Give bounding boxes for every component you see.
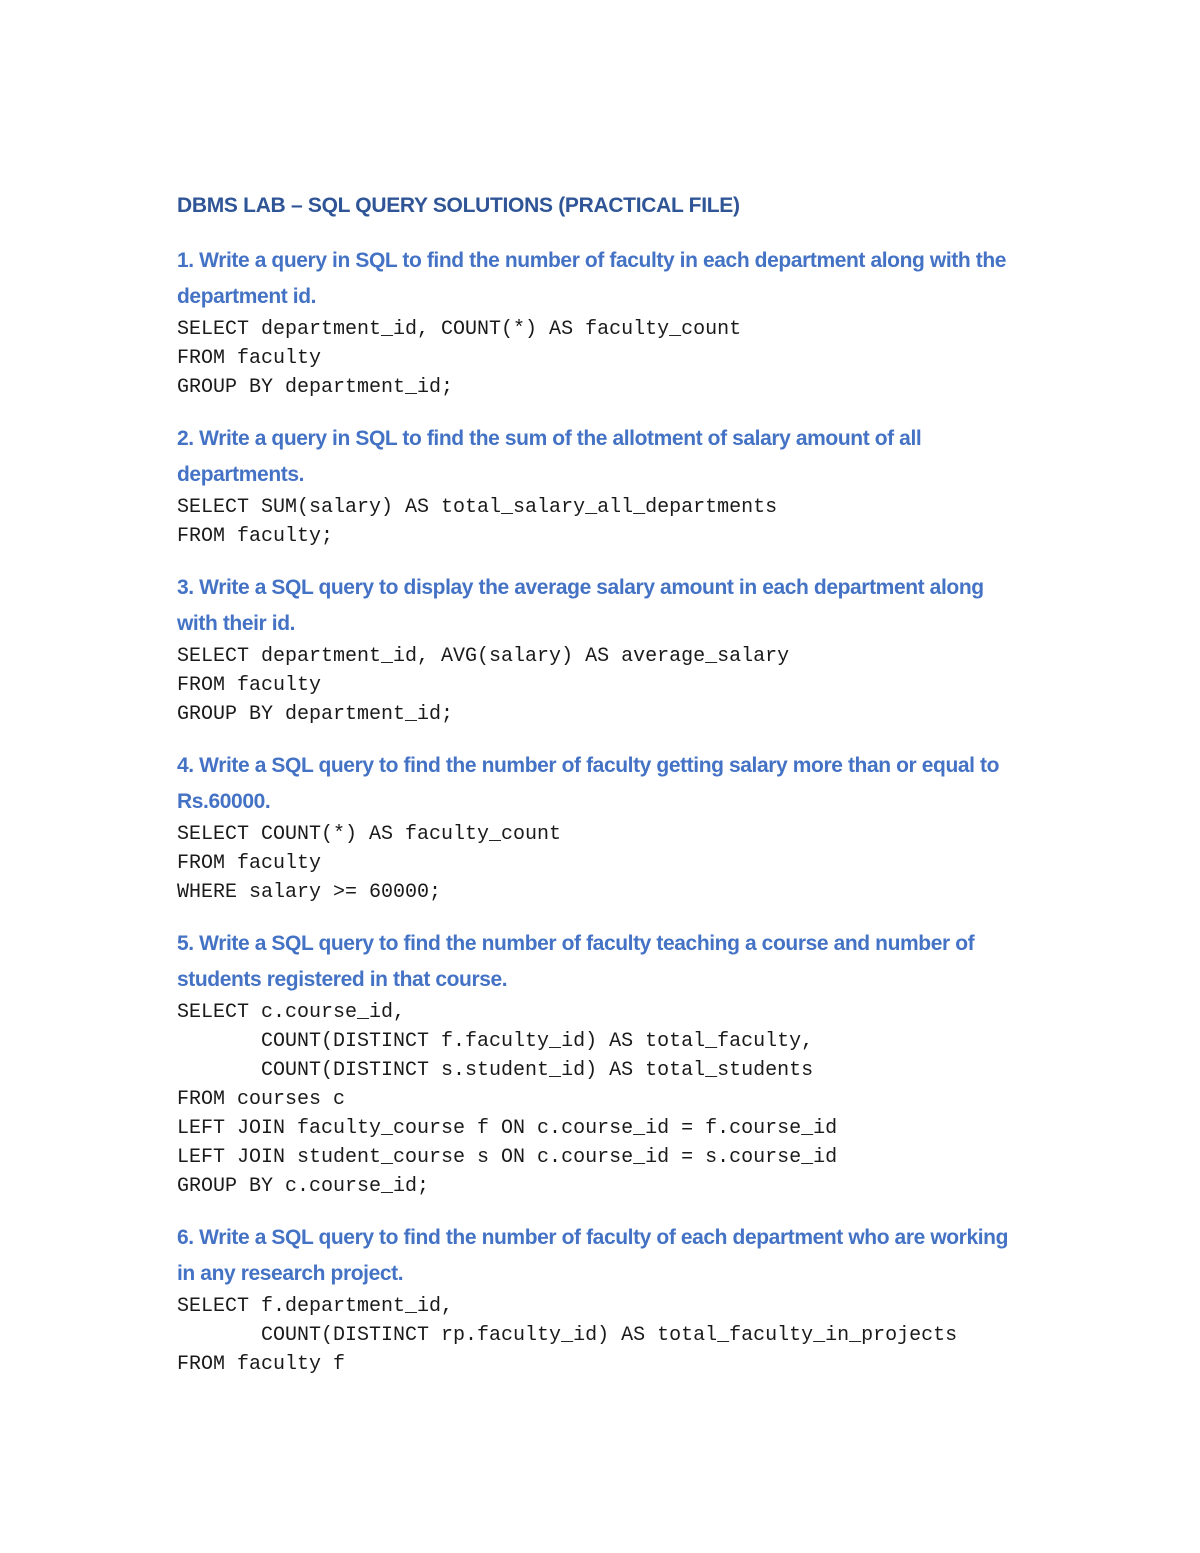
question-block-1: [177, 243, 1057, 402]
sql-code-line: COUNT(DISTINCT rp.faculty_id) AS total_faculty_in_projects: [177, 1324, 958, 1347]
sql-code-line: FROM faculty f: [177, 1353, 346, 1376]
question-block-4: [177, 748, 1057, 907]
sql-code-line: FROM faculty: [177, 852, 322, 875]
question-heading-1: 1. Write a query in SQL to find the number of faculty in each department along with the department id.: [177, 249, 1007, 308]
sql-code-line: COUNT(DISTINCT f.faculty_id) AS total_faculty,: [177, 1030, 814, 1053]
document-title: DBMS LAB – SQL QUERY SOLUTIONS (PRACTICAL FILE): [177, 194, 740, 217]
sql-code-line: SELECT c.course_id,: [177, 1001, 406, 1024]
sql-code-line: FROM courses c: [177, 1088, 346, 1111]
question-heading-6: 6. Write a SQL query to find the number of faculty of each department who are working in any research project.: [177, 1226, 1009, 1285]
sql-code-line: FROM faculty: [177, 347, 322, 370]
sql-code-line: SELECT f.department_id,: [177, 1295, 454, 1318]
question-block-2: [177, 421, 1057, 551]
sql-code-line: LEFT JOIN student_course s ON c.course_id = s.course_id: [177, 1146, 838, 1169]
sql-code-line: GROUP BY department_id;: [177, 376, 454, 399]
sql-code-line: WHERE salary >= 60000;: [177, 881, 442, 904]
sql-code-line: SELECT department_id, AVG(salary) AS average_salary: [177, 645, 790, 668]
question-block-3: [177, 570, 1057, 729]
sql-code-line: GROUP BY department_id;: [177, 703, 454, 726]
question-block-5: [177, 926, 1057, 1201]
question-heading-4: 4. Write a SQL query to find the number of faculty getting salary more than or equal to Rs.60000.: [177, 754, 1000, 813]
sql-code-line: LEFT JOIN faculty_course f ON c.course_id = f.course_id: [177, 1117, 838, 1140]
question-heading-5: 5. Write a SQL query to find the number of faculty teaching a course and number of students registered in that course.: [177, 932, 975, 991]
sql-code-line: SELECT COUNT(*) AS faculty_count: [177, 823, 562, 846]
sql-code-line: FROM faculty;: [177, 525, 334, 548]
sql-code-line: SELECT SUM(salary) AS total_salary_all_departments: [177, 496, 778, 519]
sql-code-line: SELECT department_id, COUNT(*) AS faculty_count: [177, 318, 742, 341]
document-body: [177, 188, 1057, 1398]
sql-code-line: GROUP BY c.course_id;: [177, 1175, 430, 1198]
sql-code-line: FROM faculty: [177, 674, 322, 697]
question-block-6: [177, 1220, 1057, 1379]
question-heading-2: 2. Write a query in SQL to find the sum of the allotment of salary amount of all departments.: [177, 427, 922, 486]
sql-code-line: COUNT(DISTINCT s.student_id) AS total_students: [177, 1059, 814, 1082]
question-heading-3: 3. Write a SQL query to display the average salary amount in each department along with their id.: [177, 576, 984, 635]
